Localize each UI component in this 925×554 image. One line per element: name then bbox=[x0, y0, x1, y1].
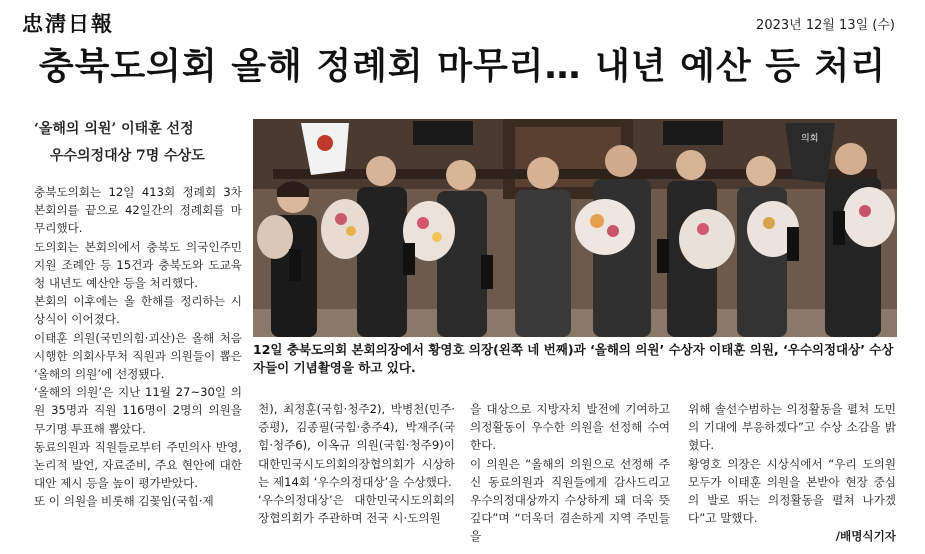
photo-caption: 12일 충북도의회 본회의장에서 황영호 의장(왼쪽 네 번째)과 ‘올해의 의원’ 수상자 이태훈 의원, ‘우수의정대상’ 수상자들이 기념촬영을 하고 있다. bbox=[253, 342, 894, 375]
paragraph: 천), 최정훈(국힘·청주2), 박병천(민주·증평), 김종필(국힘·충주4), 박재주(국힘·청주6), 이옥규 의원(국힘·청주9)이 대한민국시도의회의장협의회가 시상하는 제14회 ‘우수의정대상’을 수상했다. bbox=[258, 402, 455, 489]
paragraph: 충북도의회는 12일 413회 정례회 3차 본회의를 끝으로 42일간의 정례회를 마무리했다. bbox=[34, 185, 242, 236]
byline: /배명식기자 bbox=[835, 529, 896, 544]
subhead-2: 우수의정대상 7명 수상도 bbox=[50, 148, 205, 164]
headline: 충북도의회 올해 정례회 마무리… 내년 예산 등 처리 bbox=[38, 46, 887, 87]
paragraph: 황영호 의장은 시상식에서 “우리 도의원 모두가 이태훈 의원을 본받아 현장 중심의 발로 뛰는 의정활동을 펼쳐 나가겠다”고 말했다. bbox=[688, 456, 896, 526]
paragraph: 동료의원과 직원들로부터 주민의사 반영, 논리적 발언, 자료준비, 주요 현안에 대한 대안 제시 등을 높이 평가받았다. bbox=[34, 439, 242, 491]
paragraph: 을 대상으로 지방자치 발전에 기여하고 의정활동이 우수한 의원을 선정해 수여한다. bbox=[470, 402, 670, 453]
article-column-4 bbox=[688, 400, 896, 546]
paragraph: 이 의원은 “올해의 의원으로 선정해 주신 동료의원과 직원들에게 감사드리고 우수의정대상까지 수상하게 돼 더욱 뜻깊다”며 “더욱더 겸손하게 지역 주민들을 bbox=[470, 456, 670, 544]
paragraph: 이태훈 의원(국민의힘·괴산)은 올해 처음 시행한 의회사무처 직원과 의원들이 뽑은 ‘올해의 의원’에 선정됐다. bbox=[34, 330, 242, 382]
article-column-3 bbox=[470, 400, 670, 546]
article-photo bbox=[253, 119, 897, 337]
masthead: 忠淸日報 bbox=[22, 11, 114, 36]
photo-illustration bbox=[253, 119, 897, 337]
publication-date: 2023년 12월 13일 (수) bbox=[756, 18, 895, 33]
paragraph: 도의회는 본회의에서 충북도 의국인주민 지원 조례안 등 15건과 충북도와 도교육청 내년도 예산안 등을 처리했다. bbox=[34, 239, 242, 291]
paragraph: ‘우수의정대상’은 대한민국시도의회의장협의회가 주관하며 전국 시·도의원 bbox=[258, 493, 455, 526]
paragraph: 본회의 이후에는 올 한해를 정리하는 시상식이 이어졌다. bbox=[34, 294, 242, 327]
paragraph: 또 이 의원을 비롯해 김꽃임(국힘·제 bbox=[34, 494, 214, 509]
article-column-2 bbox=[258, 400, 455, 527]
subhead-1: ‘올해의 의원’ 이태훈 선정 bbox=[34, 121, 194, 137]
photo-flag-text: 의회 bbox=[801, 134, 819, 144]
article-column-1 bbox=[34, 183, 242, 511]
paragraph: 위해 솔선수범하는 의정활동을 펼쳐 도민의 기대에 부응하겠다”고 수상 소감을 밝혔다. bbox=[688, 402, 896, 453]
paragraph: ‘올해의 의원’은 지난 11월 27~30일 의원 35명과 직원 116명이 2명의 의원을 무기명 투표해 뽑았다. bbox=[34, 385, 242, 436]
